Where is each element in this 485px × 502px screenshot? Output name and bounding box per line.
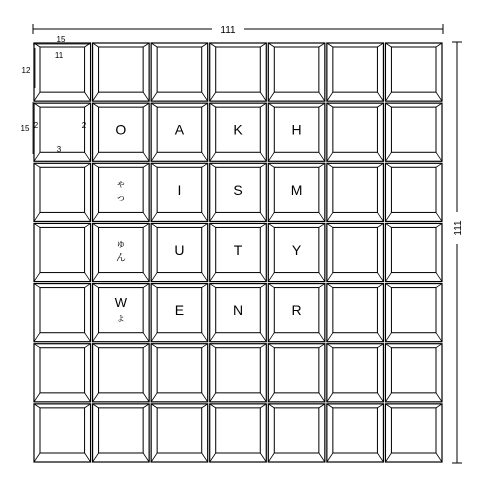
key-legend-top: ゃ [115, 178, 126, 190]
keycap [327, 284, 384, 342]
key-legend: E [174, 302, 185, 319]
keycap [93, 163, 150, 221]
keycap [93, 344, 150, 402]
keycap [34, 404, 91, 462]
keycap [327, 404, 384, 462]
key-legend: O [115, 121, 127, 138]
keycap [151, 103, 208, 161]
keycap [93, 223, 150, 281]
keycap [151, 163, 208, 221]
keycap [385, 223, 442, 281]
key-inner-width-label: 11 [54, 51, 64, 60]
keycap [385, 284, 442, 342]
key-legend: U [174, 242, 185, 258]
keycap [210, 103, 267, 161]
key-width-label: 15 [56, 35, 66, 44]
keycap [93, 404, 150, 462]
keycap [385, 43, 442, 101]
side-offset-left-label: 2 [33, 121, 39, 130]
key-height-label: 12 [21, 66, 31, 75]
keycap [93, 43, 150, 101]
keycap [385, 163, 442, 221]
overall-height-label: 111 [453, 220, 464, 236]
keycap [34, 223, 91, 281]
keycap [385, 344, 442, 402]
key-legend: T [233, 242, 243, 258]
keycap [268, 103, 325, 161]
keycap [210, 223, 267, 281]
key-legend: N [232, 302, 244, 319]
keycap [385, 404, 442, 462]
keycap [268, 223, 325, 281]
side-offset-right-label: 2 [81, 121, 87, 130]
key-legend-top: W [114, 295, 127, 311]
keycap [268, 404, 325, 462]
keycap [327, 43, 384, 101]
key-legend-top: ゅ [115, 239, 126, 250]
key-legend-bottom: ん [115, 253, 126, 264]
keycap [210, 284, 267, 342]
keycap [268, 43, 325, 101]
keycap [151, 223, 208, 281]
key-legend: H [291, 121, 302, 138]
keycap [210, 163, 267, 221]
keycap [34, 103, 91, 161]
key-legend: K [233, 121, 243, 138]
key-legend: A [174, 121, 185, 138]
row-height-label: 15 [20, 124, 30, 133]
keycap [34, 163, 91, 221]
keycap [327, 103, 384, 161]
key-legend-bottom: ょ [115, 313, 126, 325]
keycap [268, 163, 325, 221]
keycap [268, 284, 325, 342]
keycap [34, 344, 91, 402]
key-legend-bottom: っ [115, 192, 126, 204]
keycap [151, 344, 208, 402]
keycap [93, 103, 150, 161]
keycap [210, 404, 267, 462]
keycap [210, 344, 267, 402]
keycap [151, 404, 208, 462]
keycap [34, 284, 91, 342]
key-legend: M [290, 181, 303, 198]
keycap [151, 284, 208, 342]
keycap [268, 344, 325, 402]
overall-width-label: 111 [220, 25, 236, 36]
keycap [327, 163, 384, 221]
key-legend: I [177, 181, 182, 198]
keycap [385, 103, 442, 161]
keycap [210, 43, 267, 101]
bottom-offset-label: 3 [56, 145, 62, 154]
key-legend: S [233, 181, 243, 198]
keycap [93, 284, 150, 342]
keycap [327, 344, 384, 402]
keycap [151, 43, 208, 101]
keycap [327, 223, 384, 281]
key-legend: Y [291, 242, 302, 258]
keys-layer [34, 43, 442, 462]
key-legend: R [291, 302, 302, 319]
